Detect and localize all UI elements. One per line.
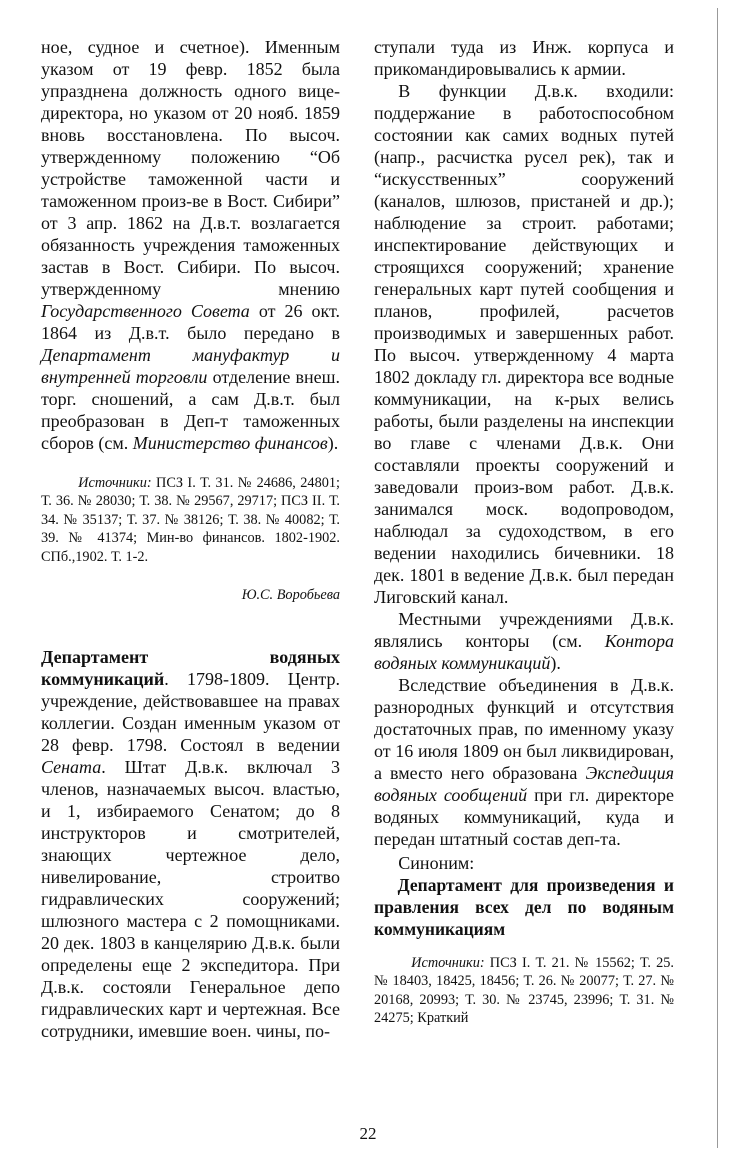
synonym-title: Департамент для произведения и правления всех дел по водяным коммуникациям <box>374 875 674 939</box>
page-edge-line <box>717 8 718 1148</box>
paragraph-liquidation: Вследствие объединения в Д.в.к. разнородных функций и отсутствия достаточных прав, по именному указу от 16 июля 1809 он был ликвидирован, а вместо него образована Экспедиция водяных сообщений при гл. директоре водяных коммуникаций, куда и передан штатный состав деп-та. <box>374 675 675 849</box>
paragraph-continuation: ное, судное и счетное). Именным указом от 19 февр. 1852 была упразднена должность одного вице-директора, но указом от 20 нояб. 1859 вновь восстановлена. По высоч. утвержденному положению “Об устройстве таможенной части и таможенном произ-ве в Вост. Сибири” от 3 апр. 1862 на Д.в.т. возлагается обязанность учреждения таможенных застав в Вост. Сибири. По высоч. утвержденному мнению Государственного Совета от 26 окт. 1864 из Д.в.т. было передано в Департамент мануфактур и внутренней торговли отделение внеш. торг. сношений, а сам Д.в.т. был преобразован в Деп-т таможенных сборов (см. Министерство финансов). <box>41 37 340 453</box>
ref-ekspediciya: Экспедиция водяных сообщений <box>374 763 674 805</box>
ref-gos-sovet: Государственного Совета <box>41 301 250 321</box>
paragraph-functions: В функции Д.в.к. входили: поддержание в работоспособном состоянии как самих водных путей (напр., расчистка русел рек), так и “искусственных” сооружений (каналов, шлюзов, пристаней и др.); наблюдение за строит. работами; инспектирование действующих и строящихся сооружений; хранение генеральных карт путей сообщения и планов, профилей, расчетов производимых и завершенных работ. По высоч. утвержденному 4 марта 1802 докладу гл. директора все водные коммуникации, на к-рых велись работы, были разделены на инспекции во главе с членами Д.в.к. Они составляли проекты сооружений и заведовали произ-вом работ. Д.в.к. занимался моск. водопроводом, наблюдал за судоходством, в его ведении находились бичевники. 18 дек. 1801 в ведение Д.в.к. был передан Лиговский канал. <box>374 81 674 607</box>
right-column <box>374 36 674 1028</box>
synonym-label: Синоним: <box>398 853 475 873</box>
sources-text: ПСЗ I. Т. 31. № 24686, 24801; Т. 36. № 28030; Т. 38. № 29567, 29717; ПСЗ II. Т. 34. № 35137; Т. 37. № 38126; Т. 38. № 40082; Т. 39. № 41374; Мин-во финансов. 1802-1902. СПб.,1902. Т. 1-2. <box>41 475 340 565</box>
author-signature: Ю.С. Воробьева <box>241 587 340 604</box>
entry-vodyanyh-kommunikaciy: Департамент водяных коммуникаций. 1798-1809. Центр. учреждение, действовавшее на правах коллегии. Создан именным указом от 28 февр. 1798. Состоял в ведении Сената. Штат Д.в.к. включал 3 членов, назначаемых высоч. властью, и 1, избираемого Сенатом; до 8 инструкторов и смотрителей, знающих чертежное дело, нивелирование, строитво гидравлических сооружений; шлюзного мастера с 2 помощниками. 20 дек. 1803 в канцелярию Д.в.к. были определены еще 2 экспедитора. При Д.в.к. состояли Генеральное депо гидравлических карт и чертежная. Все сотрудники, имевшие воен. чины, по- <box>41 647 340 1042</box>
left-column <box>41 36 340 1042</box>
ref-min-finansov: Министерство финансов <box>132 433 328 453</box>
ref-kontora: Контора водяных коммуникаций <box>374 631 674 673</box>
sources-block <box>41 474 340 566</box>
paragraph-local: Местными учреждениями Д.в.к. являлись конторы (см. Контора водяных коммуникаций). <box>374 609 674 673</box>
sources-text-right: ПСЗ I. Т. 21. № 15562; Т. 25. № 18403, 18425, 18456; Т. 26. № 20077; Т. 27. № 20168, 20993; Т. 30. № 23745, 23996; Т. 31. № 24275; Краткий <box>374 955 674 1027</box>
sources-label-right: Источники: <box>411 955 485 971</box>
paragraph-1: ступали туда из Инж. корпуса и прикомандировывались к армии. <box>374 37 674 79</box>
entry-title: Департамент водяных коммуникаций <box>41 647 340 690</box>
sources-block-right <box>374 954 674 1028</box>
ref-dep-manufaktur: Департамент мануфактур и внутренней торговли <box>41 345 340 387</box>
page-number: 22 <box>359 1124 377 1143</box>
sources-label: Источники: <box>78 475 152 491</box>
ref-senat: Сената <box>41 757 102 778</box>
